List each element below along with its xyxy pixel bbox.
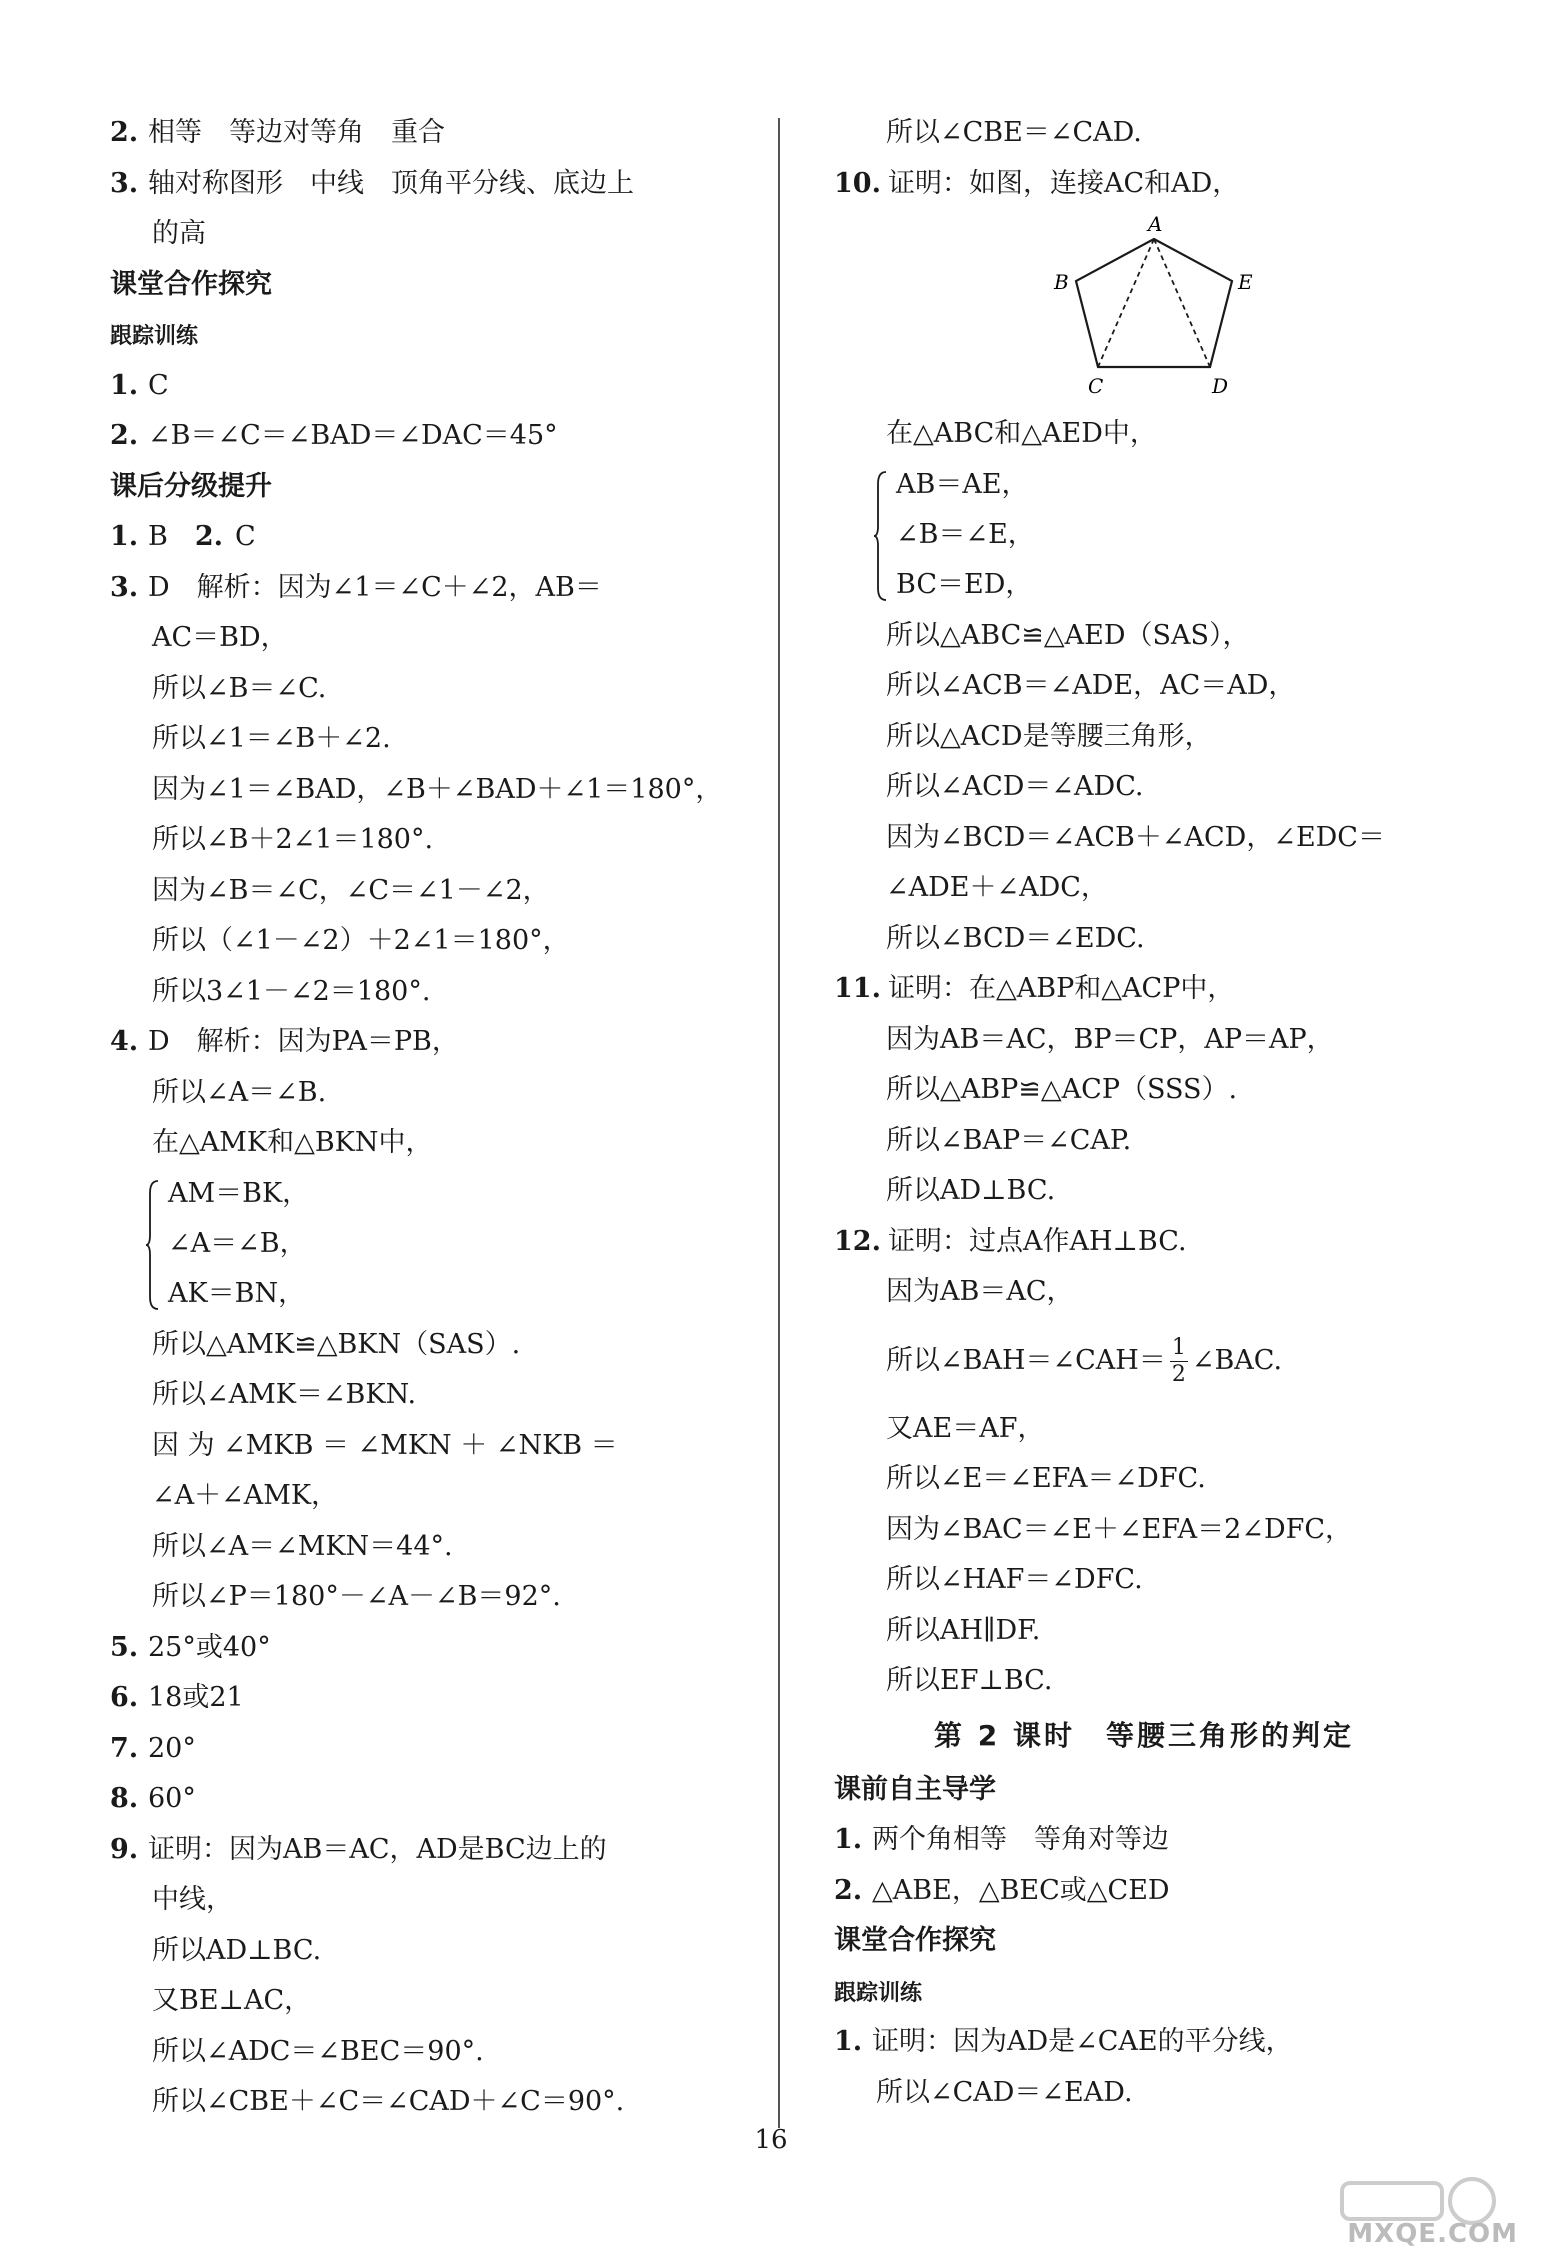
answer-line: 4. D 解析：因为PA＝PB， (110, 1026, 459, 1057)
answer-line: 所以∠A＝∠MKN＝44°. (152, 1530, 453, 1562)
answer-line: 1. C (110, 369, 169, 401)
answer-line: 又AE＝AF， (886, 1412, 1045, 1444)
vertex-label-c: C (1088, 374, 1104, 398)
answer-line: 1. 两个角相等 等角对等边 (834, 1824, 1169, 1855)
equation-line: AM＝BK， (168, 1177, 310, 1209)
answer-line: 所以∠P＝180°－∠A－∠B＝92°. (152, 1581, 561, 1612)
answer-line: 所以∠B＋2∠1＝180°. (152, 824, 434, 855)
answer-line: 因为∠BCD＝∠ACB＋∠ACD，∠EDC＝ (886, 821, 1385, 853)
pentagon-outline (1076, 239, 1232, 367)
answer-line: 6. 18或21 (110, 1682, 244, 1713)
section-heading: 课前自主导学 (834, 1773, 996, 1805)
answer-line: 因 为 ∠MKB ＝ ∠MKN ＋ ∠NKB ＝ (152, 1429, 618, 1461)
answer-line: 5. 25°或40° (110, 1631, 271, 1663)
subsection-heading: 跟踪训练 (834, 1980, 923, 2006)
subsection-heading: 跟踪训练 (110, 324, 199, 349)
answer-line: 3. D 解析：因为∠1＝∠C＋∠2，AB＝ (110, 571, 602, 603)
answer-line: 所以∠BCD＝∠EDC. (886, 922, 1145, 954)
answer-line: ∠ADE＋∠ADC， (886, 872, 1108, 903)
answer-line: 所以3∠1－∠2＝180°. (152, 975, 431, 1007)
watermark-text: MXQE.COM (1347, 2219, 1518, 2249)
answer-line: 所以△ABC≌△AED（SAS）， (886, 619, 1250, 651)
answer-line: 2. 相等 等边对等角 重合 (110, 117, 445, 148)
answer-line: 所以∠CBE＋∠C＝∠CAD＋∠C＝90°. (152, 2086, 625, 2117)
pentagon-diagram (1044, 209, 1264, 409)
answer-line: 因为∠BAC＝∠E＋∠EFA＝2∠DFC， (886, 1513, 1353, 1545)
answer-line: 所以（∠1－∠2）＋2∠1＝180°， (152, 925, 570, 956)
section-heading: 课堂合作探究 (834, 1925, 996, 1956)
answer-line: 所以∠AMK＝∠BKN. (152, 1379, 417, 1410)
answer-line: 7. 20° (110, 1732, 196, 1764)
answer-line: 11. 证明：在△ABP和△ACP中， (834, 973, 1235, 1004)
answer-line: 1. 证明：因为AD是∠CAE的平分线， (834, 2026, 1293, 2057)
answer-line: 所以△ABP≌△ACP（SSS）. (886, 1074, 1238, 1105)
answer-line: 又BE⊥AC， (152, 1985, 312, 2016)
answer-line: 所以AD⊥BC. (152, 1934, 322, 1966)
answer-line: ∠A＋∠AMK， (152, 1480, 339, 1511)
answer-line: 10. 证明：如图，连接AC和AD， (834, 167, 1240, 199)
answer-line: 所以AD⊥BC. (886, 1175, 1056, 1206)
answer-line-with-fraction: 所以∠BAH＝∠CAH＝ $\frac{1}{2}$ ∠BAC. (886, 1334, 1283, 1387)
answer-line: AC＝BD， (152, 622, 288, 653)
answer-line: 2. ∠B＝∠C＝∠BAD＝∠DAC＝45° (110, 420, 558, 451)
answer-line: 所以∠E＝∠EFA＝∠DFC. (886, 1463, 1206, 1494)
page-number: 16 (754, 2125, 788, 2155)
left-brace-icon (874, 470, 888, 602)
answer-line: 所以∠ADC＝∠BEC＝90°. (152, 2035, 484, 2067)
pentagon-figure (834, 209, 1454, 409)
answer-line: 中线， (152, 1884, 233, 1915)
answer-line: 因为∠1＝∠BAD，∠B＋∠BAD＋∠1＝180°， (152, 773, 723, 805)
answer-line: 因为AB＝AC，BP＝CP，AP＝AP， (886, 1023, 1334, 1055)
equation-system (110, 1169, 750, 1320)
answer-line: 3. 轴对称图形 中线 顶角平分线、底边上 (110, 167, 634, 199)
answer-line: 因为∠B＝∠C，∠C＝∠1－∠2， (152, 874, 550, 906)
equation-line: ∠B＝∠E， (896, 518, 1035, 550)
answer-line: 所以EF⊥BC. (886, 1665, 1053, 1696)
answer-line: 所以∠BAP＝∠CAP. (886, 1124, 1132, 1156)
fraction-one-half: $\frac{1}{2}$ (1171, 1334, 1186, 1387)
answer-line: 所以∠CBE＝∠CAD. (886, 117, 1142, 148)
answer-line: 所以△ACD是等腰三角形， (886, 720, 1212, 752)
diagonal-ad (1154, 239, 1210, 367)
section-heading: 课堂合作探究 (110, 268, 272, 300)
vertex-label-b: B (1054, 270, 1069, 294)
equation-line: BC＝ED， (896, 568, 1033, 600)
answer-line: 所以AH∥DF. (886, 1614, 1041, 1646)
right-column (834, 108, 1454, 2118)
answer-line: 1. B 2. C (110, 521, 256, 552)
equation-line: ∠A＝∠B， (168, 1227, 307, 1259)
answer-line: 所以△AMK≌△BKN（SAS）. (152, 1328, 521, 1360)
left-brace-icon (146, 1179, 160, 1311)
answer-line: 在△AMK和△BKN中， (152, 1127, 433, 1158)
equation-system (834, 460, 1454, 611)
vertex-label-e: E (1238, 270, 1253, 294)
equation-line: AK＝BN， (168, 1277, 306, 1309)
answer-line: 所以∠A＝∠B. (152, 1076, 327, 1108)
answer-line: 所以∠1＝∠B＋∠2. (152, 723, 391, 754)
answer-line: 2. △ABE，△BEC或△CED (834, 1874, 1170, 1906)
answer-line: 所以∠ACD＝∠ADC. (886, 771, 1144, 802)
answer-line: 所以∠B＝∠C. (152, 672, 327, 704)
answer-line: 所以∠HAF＝∠DFC. (886, 1564, 1143, 1595)
answer-line: 的高 (152, 218, 206, 249)
vertex-label-a: A (1148, 212, 1163, 236)
answer-line: 8. 60° (110, 1783, 196, 1814)
answer-line: 9. 证明：因为AB＝AC，AD是BC边上的 (110, 1833, 607, 1865)
answer-line: 12. 证明：过点A作AH⊥BC. (834, 1225, 1187, 1257)
left-column (110, 108, 750, 2128)
diagonal-ac (1098, 239, 1154, 367)
answer-line: 所以∠ACB＝∠ADE，AC＝AD， (886, 670, 1296, 701)
equation-line: AB＝AE， (896, 468, 1029, 500)
answer-line: 因为AB＝AC， (886, 1276, 1074, 1307)
vertex-label-d: D (1212, 374, 1229, 398)
column-divider (778, 118, 780, 2128)
section-heading: 课后分级提升 (110, 470, 272, 502)
lesson-heading: 第 2 课时 等腰三角形的判定 (934, 1718, 1354, 1752)
answer-line: 在△ABC和△AED中， (886, 418, 1157, 449)
answer-line: 所以∠CAD＝∠EAD. (876, 2076, 1133, 2108)
